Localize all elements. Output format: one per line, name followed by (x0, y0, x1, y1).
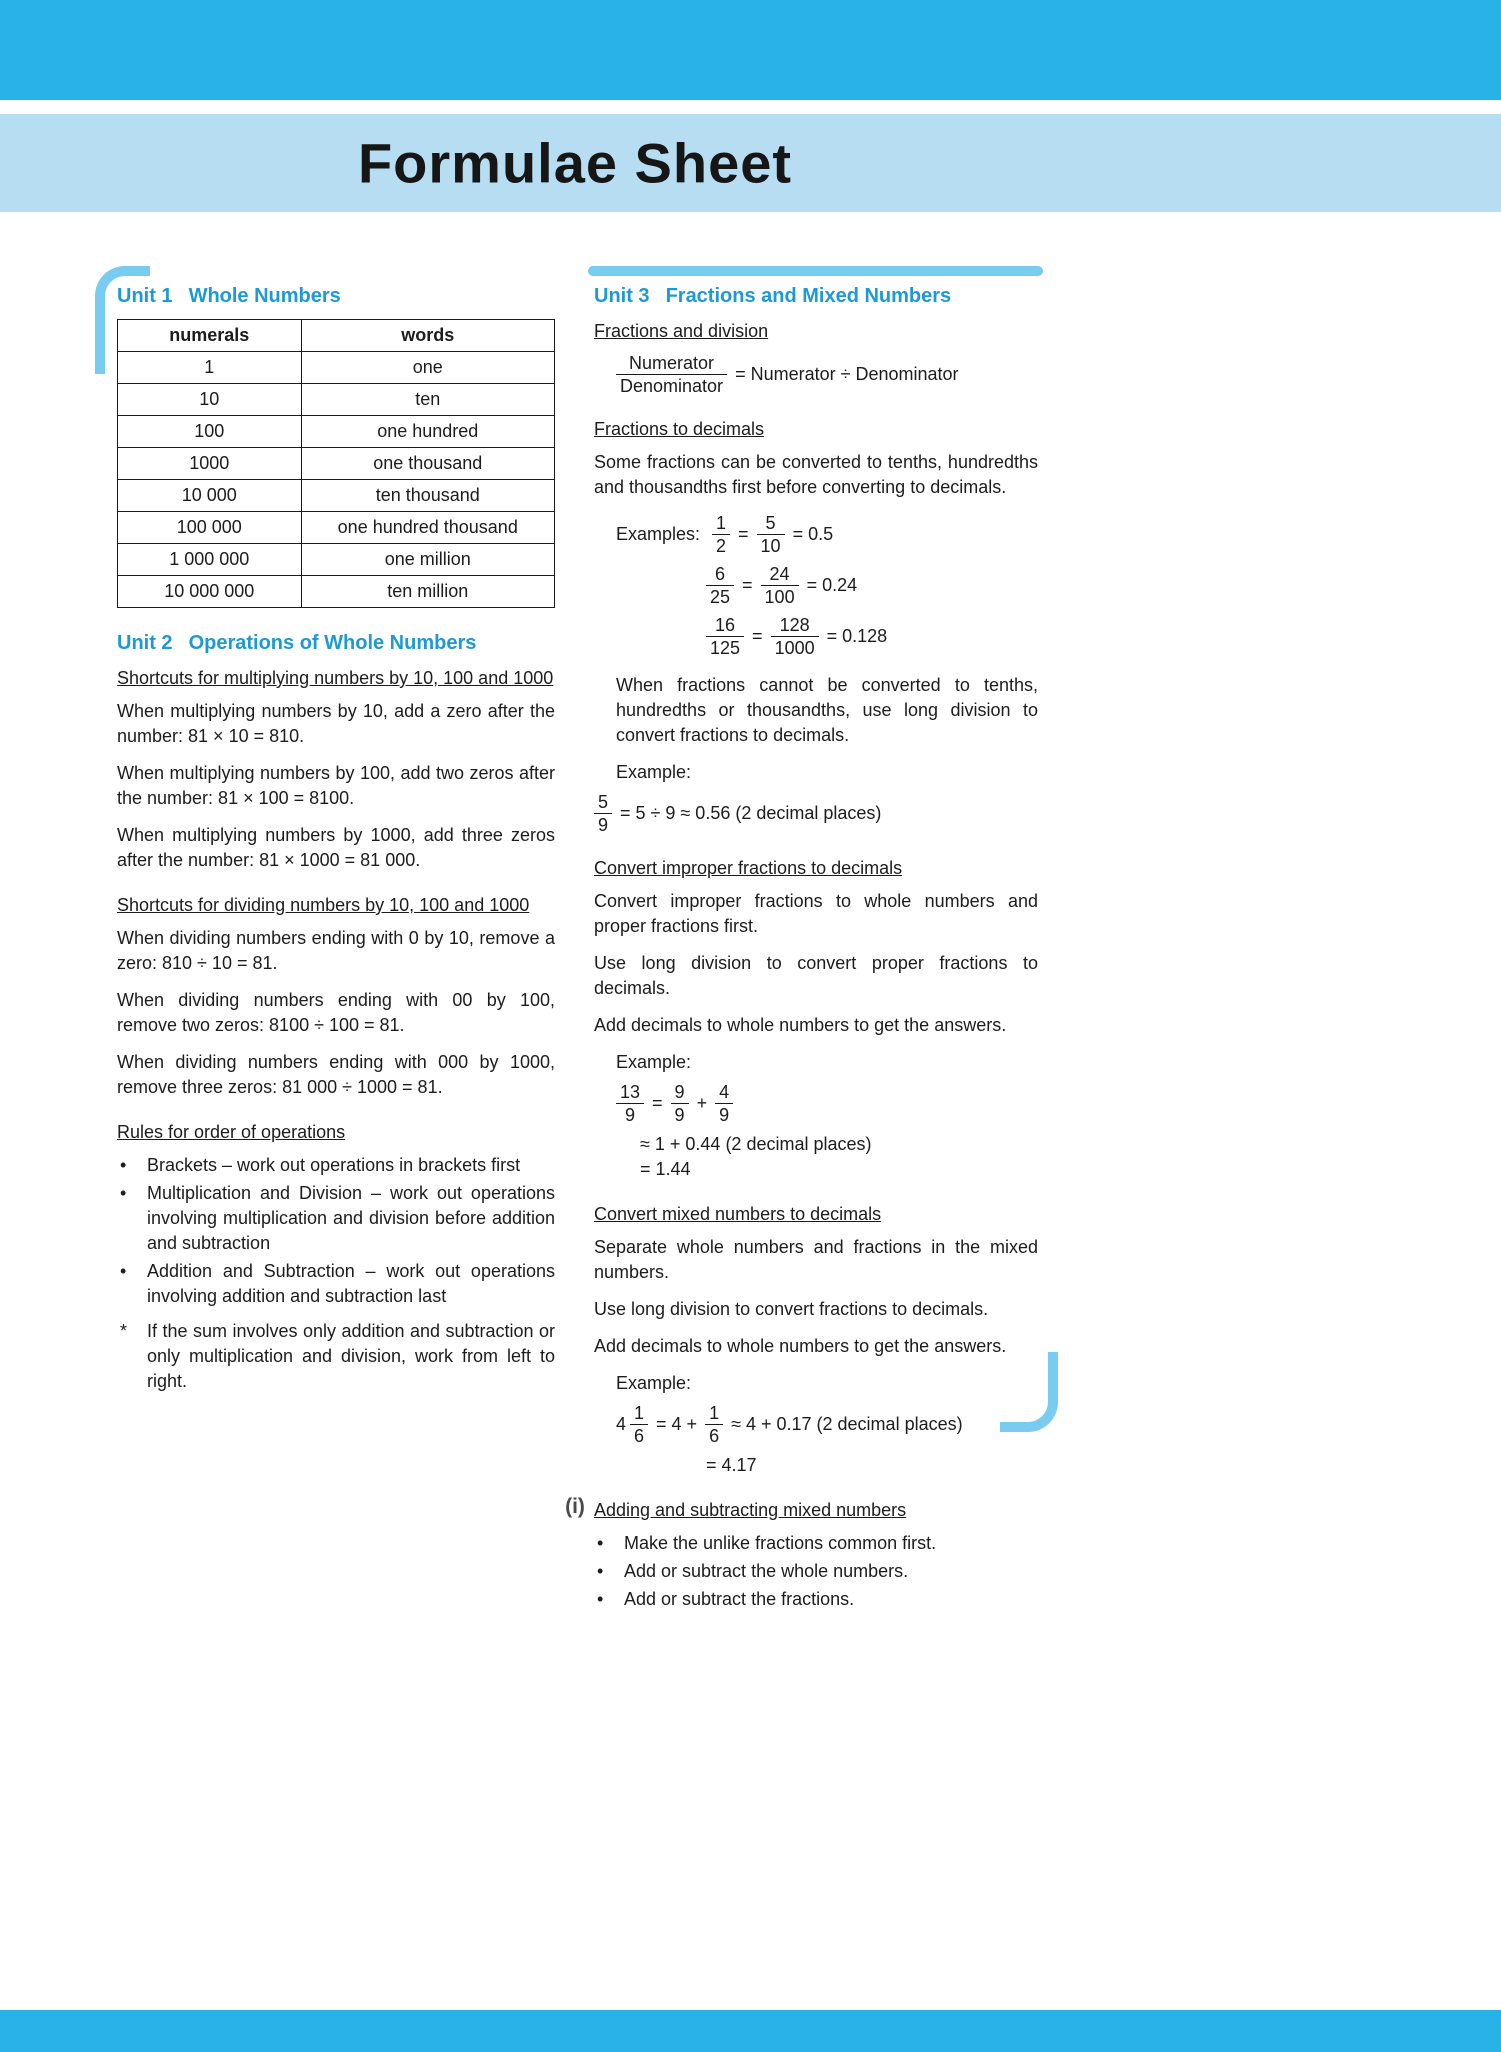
numeral-cell: 1 000 000 (118, 544, 302, 576)
bottom-bar (0, 2010, 1501, 2052)
example-result: = 0.24 (806, 575, 858, 595)
fraction (715, 1081, 733, 1126)
fraction (761, 563, 799, 608)
fraction-numerator: 5 (594, 791, 612, 814)
example-result: = 0.5 (792, 524, 834, 544)
table-row (118, 448, 555, 480)
paragraph: Some fractions can be converted to tenths, hundredths and thousandths first before converting to decimals. (594, 452, 1038, 497)
rule-text: Multiplication and Division – work out operations involving multiplication and division before addition and subtraction (147, 1183, 555, 1253)
fraction-numerator: 6 (706, 563, 734, 586)
equals-sign: = (652, 1093, 663, 1113)
unit1-heading (117, 283, 555, 309)
unit1-title: Whole Numbers (188, 285, 341, 307)
bullet-icon: • (120, 1183, 127, 1203)
rule-item (117, 1259, 555, 1309)
whole-number: 4 (616, 1414, 627, 1434)
fraction (630, 1402, 648, 1447)
bullet-icon: • (597, 1533, 604, 1553)
equation-text: ≈ 4 + 0.17 (2 decimal places) (731, 1414, 963, 1434)
fraction (616, 352, 727, 397)
paragraph: When fractions cannot be converted to tenths, hundredths or thousandths, use long division to convert fractions to decimals. (616, 675, 1038, 745)
table-header-words: words (301, 320, 554, 352)
equation-text: = 5 ÷ 9 ≈ 0.56 (2 decimal places) (620, 803, 882, 823)
fraction-numerator: 16 (706, 614, 744, 637)
fraction-denominator: 9 (719, 1105, 730, 1125)
section-title-improper: Convert improper fractions to decimals (594, 858, 903, 878)
paragraph: Add decimals to whole numbers to get the answers. (594, 1015, 1007, 1035)
words-cell: ten (301, 384, 554, 416)
addsub-text: Make the unlike fractions common first. (624, 1533, 937, 1553)
bullet-icon: • (120, 1261, 127, 1281)
example-label: Example: (616, 762, 692, 782)
equation-text: = 4.17 (706, 1455, 757, 1475)
numeral-cell: 10 000 (118, 480, 302, 512)
addsub-text: Add or subtract the whole numbers. (624, 1561, 909, 1581)
whole-numbers-table (117, 319, 555, 608)
words-cell: ten million (301, 576, 554, 608)
table-header-row (118, 320, 555, 352)
fraction-numerator: 128 (771, 614, 819, 637)
bullet-icon: • (120, 1155, 127, 1175)
section-title-dividing: Shortcuts for dividing numbers by 10, 100 and 1000 (117, 895, 530, 915)
examples-label: Examples: (616, 524, 701, 544)
fraction-denominator: Denominator (620, 376, 724, 396)
asterisk-marker: * (120, 1321, 128, 1341)
section-title-multiplying: Shortcuts for multiplying numbers by 10, 100 and 1000 (117, 668, 554, 688)
table-row (118, 480, 555, 512)
bullet-icon: • (597, 1589, 604, 1609)
paragraph: Add decimals to whole numbers to get the answers. (594, 1336, 1007, 1356)
table-row (118, 576, 555, 608)
words-cell: one thousand (301, 448, 554, 480)
fraction-denominator: 10 (760, 536, 781, 556)
page-number: (i) (565, 1495, 585, 1518)
note-text: If the sum involves only addition and subtraction or only multiplication and division, work from left to right. (147, 1321, 555, 1391)
paragraph: When dividing numbers ending with 000 by 1000, remove three zeros: 81 000 ÷ 1000 = 81. (117, 1052, 555, 1097)
fraction (594, 791, 612, 836)
paragraph: When multiplying numbers by 10, add a zero after the number: 81 × 10 = 810. (117, 701, 555, 746)
fraction (771, 614, 819, 659)
numeral-cell: 100 (118, 416, 302, 448)
section-title-fractions-to-decimals: Fractions to decimals (594, 419, 765, 439)
left-column (117, 283, 555, 1397)
example-row (594, 563, 1038, 608)
fraction (671, 1081, 689, 1126)
table-row (118, 352, 555, 384)
rule-text: Brackets – work out operations in brackets first (147, 1155, 521, 1175)
equation-text: = 1.44 (640, 1159, 691, 1179)
section-title-mixed: Convert mixed numbers to decimals (594, 1204, 882, 1224)
fraction-denominator: 125 (710, 638, 741, 658)
fraction-numerator: 24 (761, 563, 799, 586)
fraction (706, 614, 744, 659)
fraction-numerator: 13 (616, 1081, 644, 1104)
equation-text: = 4 + (656, 1414, 698, 1434)
fraction-denominator: 2 (716, 536, 727, 556)
unit3-title: Fractions and Mixed Numbers (665, 285, 952, 307)
fraction (757, 512, 785, 557)
words-cell: one hundred thousand (301, 512, 554, 544)
title-band (0, 114, 1501, 212)
fraction-numerator: 4 (715, 1081, 733, 1104)
unit1-label: Unit 1 (117, 285, 173, 307)
bullet-icon: • (597, 1561, 604, 1581)
note-item (117, 1319, 555, 1394)
addsub-item (594, 1587, 1038, 1612)
fraction-numerator: 1 (705, 1402, 723, 1425)
rule-text: Addition and Subtraction – work out operations involving addition and subtraction last (147, 1261, 555, 1306)
example-row (594, 614, 1038, 659)
fraction-denominator: 6 (709, 1426, 720, 1446)
fraction-numerator: 9 (671, 1081, 689, 1104)
equation-text: = Numerator ÷ Denominator (735, 364, 959, 384)
addsub-text: Add or subtract the fractions. (624, 1589, 855, 1609)
fraction (616, 1081, 644, 1126)
fraction-denominator: 9 (625, 1105, 636, 1125)
numeral-cell: 10 (118, 384, 302, 416)
unit2-heading (117, 630, 555, 656)
fraction-denominator: 100 (764, 587, 795, 607)
table-row (118, 384, 555, 416)
unit3-heading (594, 283, 1038, 309)
table-row (118, 416, 555, 448)
words-cell: one (301, 352, 554, 384)
decor-top-line (588, 266, 1043, 276)
section-title-addsub: Adding and subtracting mixed numbers (594, 1500, 907, 1520)
addsub-item (594, 1531, 1038, 1556)
paragraph: When multiplying numbers by 100, add two zeros after the number: 81 × 100 = 8100. (117, 763, 555, 808)
paragraph: Use long division to convert fractions to decimals. (594, 1299, 989, 1319)
numeral-cell: 10 000 000 (118, 576, 302, 608)
plus-sign: + (696, 1093, 708, 1113)
fraction (706, 563, 734, 608)
fraction-denominator: 25 (710, 587, 731, 607)
fraction-denominator: 1000 (774, 638, 815, 658)
fraction-denominator: 6 (634, 1426, 645, 1446)
right-column (594, 283, 1038, 1615)
words-cell: one million (301, 544, 554, 576)
fraction (712, 512, 730, 557)
words-cell: ten thousand (301, 480, 554, 512)
addsub-item (594, 1559, 1038, 1584)
unit2-title: Operations of Whole Numbers (188, 632, 477, 654)
equals-sign: = (742, 575, 753, 595)
fraction-denominator: 9 (674, 1105, 685, 1125)
words-cell: one hundred (301, 416, 554, 448)
table-row (118, 544, 555, 576)
rule-item (117, 1181, 555, 1256)
paragraph: When dividing numbers ending with 0 by 10, remove a zero: 810 ÷ 10 = 81. (117, 928, 555, 973)
example-row (594, 791, 1038, 836)
example-label: Example: (616, 1373, 692, 1393)
fraction-numerator: 1 (630, 1402, 648, 1425)
fraction-numerator: Numerator (616, 352, 727, 375)
unit2-label: Unit 2 (117, 632, 173, 654)
example-row (594, 1402, 1038, 1447)
table-row (118, 512, 555, 544)
page-title: Formulae Sheet (357, 131, 793, 195)
numeral-cell: 100 000 (118, 512, 302, 544)
fraction-denominator: 9 (598, 815, 609, 835)
unit3-label: Unit 3 (594, 285, 650, 307)
table-header-numerals: numerals (118, 320, 302, 352)
fraction-numerator: 5 (757, 512, 785, 535)
paragraph: When multiplying numbers by 1000, add three zeros after the number: 81 × 1000 = 81 000. (117, 825, 555, 870)
example-row (594, 1081, 1038, 1126)
paragraph: Use long division to convert proper fractions to decimals. (594, 953, 1038, 998)
example-row (594, 512, 1038, 557)
fraction-definition-row (594, 352, 1038, 397)
top-bar (0, 0, 1501, 100)
paragraph: Convert improper fractions to whole numbers and proper fractions first. (594, 891, 1038, 936)
fraction-numerator: 1 (712, 512, 730, 535)
example-label: Example: (616, 1052, 692, 1072)
equals-sign: = (752, 626, 763, 646)
equals-sign: = (738, 524, 749, 544)
example-result: = 0.128 (826, 626, 888, 646)
numeral-cell: 1000 (118, 448, 302, 480)
rule-item (117, 1153, 555, 1178)
section-title-fractions-division: Fractions and division (594, 321, 769, 341)
fraction (705, 1402, 723, 1447)
paragraph: When dividing numbers ending with 00 by 100, remove two zeros: 8100 ÷ 100 = 81. (117, 990, 555, 1035)
equation-text: ≈ 1 + 0.44 (2 decimal places) (640, 1134, 872, 1154)
paragraph: Separate whole numbers and fractions in the mixed numbers. (594, 1237, 1038, 1282)
section-title-rules: Rules for order of operations (117, 1122, 346, 1142)
numeral-cell: 1 (118, 352, 302, 384)
